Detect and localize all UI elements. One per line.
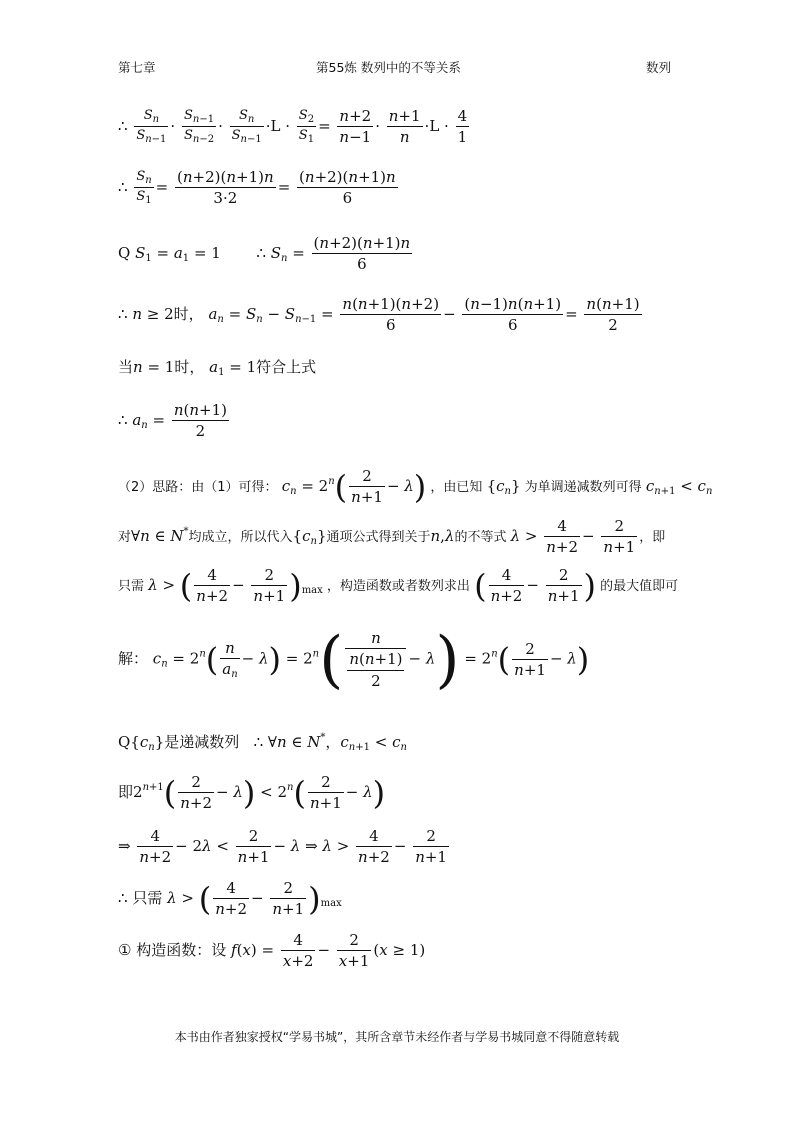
math-line-3: Q $S_1 = a_1 = 1$ ∴ $S_n$ = $\frac{(n+2)(n+1)n}{6}$ xyxy=(118,233,414,275)
idea-text-3: 为单调递减数列可得 xyxy=(524,479,642,495)
math-line-4: ∴ n ≥ 2时， $a_n = S_n - S_{n-1}$ = $\frac{n(n+1)(n+2)}{6}$ − $\frac{(n-1)n(n+1)}{6}$ = $\frac{n(n+1)}{2}$ xyxy=(118,295,640,335)
text-need: 只需 xyxy=(132,888,163,907)
text-dang: 当 xyxy=(118,358,134,376)
math-line-1: ∴ $\frac{S_n}{S_{n-1}}$ · $\frac{S_{n-1}}{S_{n-2}}$ · $\frac{S_n}{S_{n-1}}$ ·L · $\frac{S_2}{S_1}$ = $\frac{n+2}{n-1}$ · $\frac{n+1}{n}$ ·L · $\frac{4}{1}$ xyxy=(118,107,468,147)
decreasing-text: 是递减数列 xyxy=(164,733,240,751)
need-line: ∴ 只需 λ > ( $\frac{4}{n+2}$ − $\frac{2}{n+1}$ )$_{max}$ xyxy=(118,879,342,919)
math-line-2: ∴ $\frac{S_n}{S_1}$ = $\frac{(n+2)(n+1)n}{3\cdot 2}$ = $\frac{(n+2)(n+1)n}{6}$ xyxy=(118,168,396,208)
topic-label: 数列 xyxy=(646,60,672,75)
text-fuhe: 符合上式 xyxy=(256,358,317,376)
idea-line-1: （2）思路：由（1）可得： $c_n = 2^n$( $\frac{2}{n+1}$ − λ) ，由已知 $\{c_n\}$ 为单调递减数列可得 $c_{n+1} < c_n$ xyxy=(118,467,713,507)
idea-text-8: ，即 xyxy=(639,529,666,545)
lesson-title: 第55炼 数列中的不等关系 xyxy=(316,60,461,75)
decreasing-line: $Q\{c_n\}$是递减数列 ∴ ∀n ∈ N*，$c_{n+1} < c_n$ xyxy=(118,732,407,753)
text-ji: 即 xyxy=(118,782,134,801)
idea-text-10: ，构造函数或者数列求出 xyxy=(326,578,470,594)
idea-text-6: 通项公式得到关于 xyxy=(326,529,431,545)
construct-line: ① 构造函数：设 f(x) = $\frac{4}{x+2}$ − $\frac{2}{x+1}$ (x ≥ 1) xyxy=(118,931,426,971)
solution-line: 解： $c_n = 2^n$( $\frac{n}{a_n}$ − $\lambda) = 2^n$( $\frac{n}{\frac{n(n+1)}{2}}$ − $\lambda) = 2^n$( $\frac{2}{n+1}$ − λ) xyxy=(118,622,590,696)
math-line-5: 当n = 1时， $a_1 = 1$符合上式 xyxy=(118,358,317,378)
copyright-footer: 本书由作者独家授权“学易书城”，其所含章节未经作者与学易书城同意不得随意转载 xyxy=(174,1030,620,1044)
construct-text: ① 构造函数：设 xyxy=(118,940,227,959)
math-line-3b: ∴ $S_n$ = $\frac{(n+2)(n+1)n}{6}$ xyxy=(256,234,411,274)
idea-line-3: 只需 λ > ( $\frac{4}{n+2}$ − $\frac{2}{n+1}$ )$_{max}$ ，构造函数或者数列求出 ( $\frac{4}{n+2}$ − $\frac{2}{n+1}$ ) 的最大值即可 xyxy=(118,566,679,606)
idea-text-1: （2）思路：由（1）可得： xyxy=(118,479,278,495)
idea-text-4: 对 xyxy=(118,529,132,545)
solution-label: 解： xyxy=(118,649,149,668)
text-shi: 时， xyxy=(174,358,205,376)
idea-text-2: ，由已知 xyxy=(430,479,483,495)
idea-text-5: 均成立，所以代入 xyxy=(188,529,293,545)
chapter-label: 第七章 xyxy=(118,60,156,75)
inequality-line-1: 即$2^{n+1}$( $\frac{2}{n+2}$ − $\lambda) < 2^n$( $\frac{2}{n+1}$ − λ) xyxy=(118,773,386,813)
idea-text-7: 的不等式 xyxy=(454,529,507,545)
idea-text-11: 的最大值即可 xyxy=(600,578,679,594)
idea-text-9: 只需 xyxy=(118,578,145,594)
idea-line-2: 对∀n ∈ N*均成立，所以代入$\{c_n\}$通项公式得到关于n,λ的不等式 λ > $\frac{4}{n+2}$ − $\frac{2}{n+1}$ ，即 xyxy=(118,517,666,557)
inequality-line-2: ⇒ $\frac{4}{n+2}$ − 2λ < $\frac{2}{n+1}$ − λ ⇒ λ > $\frac{4}{n+2}$ − $\frac{2}{n+1}$ xyxy=(118,827,447,867)
math-line-6: ∴ $a_n$ = $\frac{n(n+1)}{2}$ xyxy=(118,401,227,441)
